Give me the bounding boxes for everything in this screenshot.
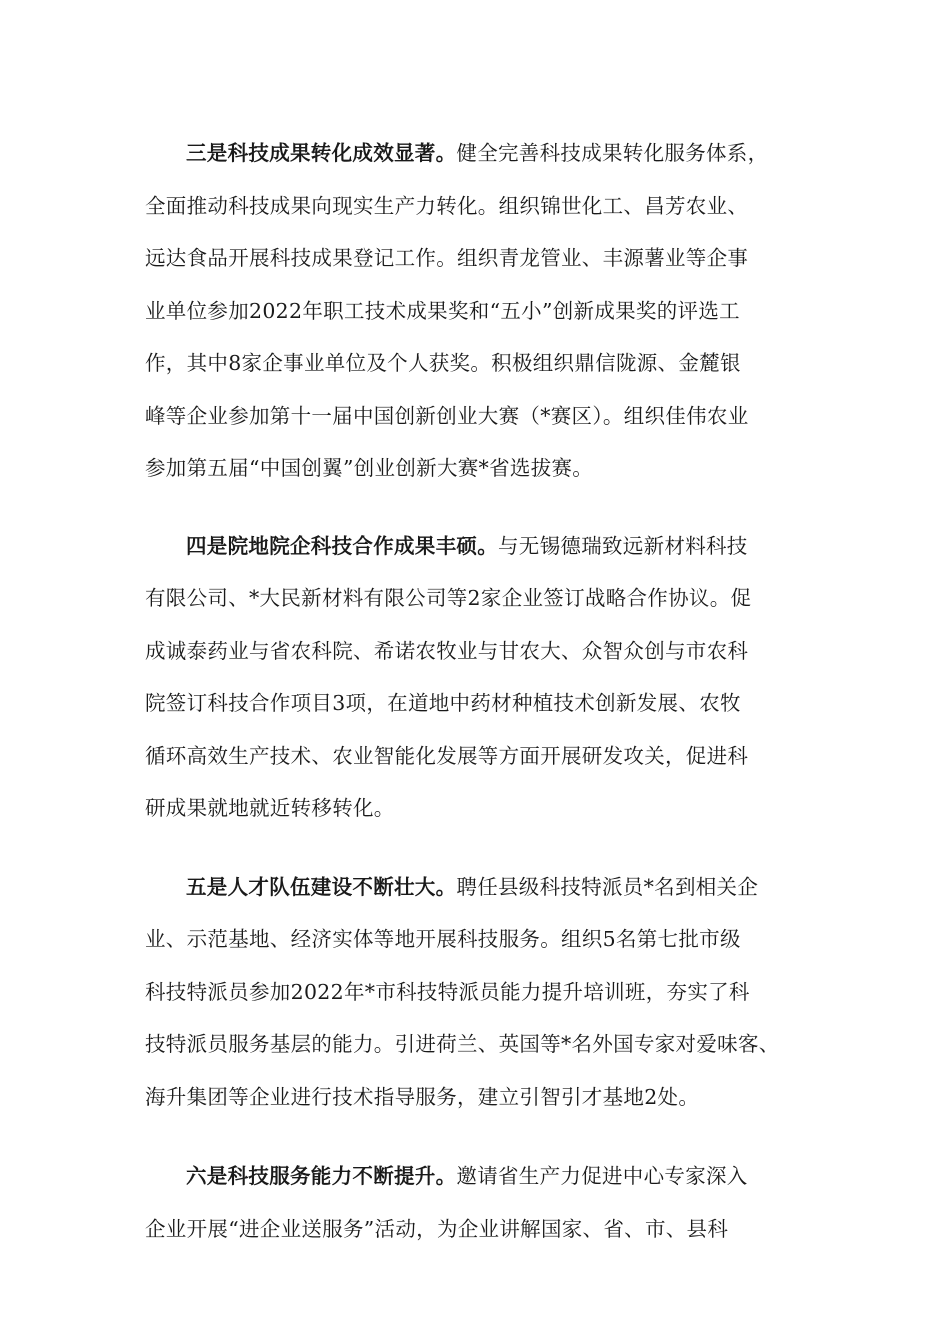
paragraph-spacer [145,1123,823,1150]
paragraph-spacer [145,835,823,861]
paragraph-first-line [145,127,823,180]
paragraph-line: 成诚泰药业与省农科院、希诺农牧业与甘农大、众智众创与市农科 [145,638,749,663]
paragraph-line: 业单位参加2022年职工技术成果奖和“五小”创新成果奖的评选工 [145,298,740,323]
paragraph-line: 科技特派员参加2022年*市科技特派员能力提升培训班，夯实了科 [145,979,750,1004]
paragraph-talent [145,861,823,1124]
paragraph-spacer [145,495,823,520]
paragraph-line: 有限公司、*大民新材料有限公司等2家企业签订战略合作协议。促 [145,586,752,610]
paragraph-line: 峰等企业参加第十一届中国创新创业大赛（*赛区）。组织佳伟农业 [145,403,749,428]
paragraph-line: 研成果就地就近转移转化。 [145,796,395,820]
paragraph-text: 与无锡德瑞致远新材料科技 [498,533,748,558]
paragraph-text: 健全完善科技成果转化服务体系， [456,141,769,165]
paragraph-lead: 四是院地院企科技合作成果丰硕。 [186,533,498,558]
paragraph-line: 作，其中8家企事业单位及个人获奖。积极组织鼎信陇源、金麓银 [145,351,741,375]
paragraph-first-line [145,1150,823,1203]
paragraph-line: 循环高效生产技术、农业智能化发展等方面开展研发攻关，促进科 [145,743,749,768]
paragraph-tech-transfer [145,127,823,495]
paragraph-line: 业、示范基地、经济实体等地开展科技服务。组织5名第七批市级 [145,927,741,951]
paragraph-first-line [145,861,823,914]
paragraph-line: 参加第五届“中国创翼”创业创新大赛*省选拔赛。 [145,456,594,480]
paragraph-first-line [145,520,823,573]
paragraph-line: 全面推动科技成果向现实生产力转化。组织锦世化工、昌芳农业、 [145,193,749,218]
paragraph-text: 聘任县级科技特派员*名到相关企 [456,874,759,899]
paragraph-line: 企业开展“进企业送服务”活动，为企业讲解国家、省、市、县科 [145,1216,729,1241]
paragraph-line: 院签订科技合作项目3项，在道地中药材种植技术创新发展、农牧 [145,691,741,715]
document-body [145,127,823,1255]
paragraph-line: 远达食品开展科技成果登记工作。组织青龙管业、丰源薯业等企事 [145,246,749,270]
paragraph-line: 海升集团等企业进行技术指导服务，建立引智引才基地2处。 [145,1084,700,1109]
paragraph-service [145,1150,823,1255]
paragraph-line: 技特派员服务基层的能力。引进荷兰、英国等*名外国专家对爱味客、 [145,1032,780,1056]
paragraph-lead: 六是科技服务能力不断提升。 [186,1164,457,1188]
paragraph-cooperation [145,520,823,835]
paragraph-lead: 三是科技成果转化成效显著。 [186,141,457,165]
paragraph-lead: 五是人才队伍建设不断壮大。 [186,874,457,899]
paragraph-text: 邀请省生产力促进中心专家深入 [456,1164,748,1188]
